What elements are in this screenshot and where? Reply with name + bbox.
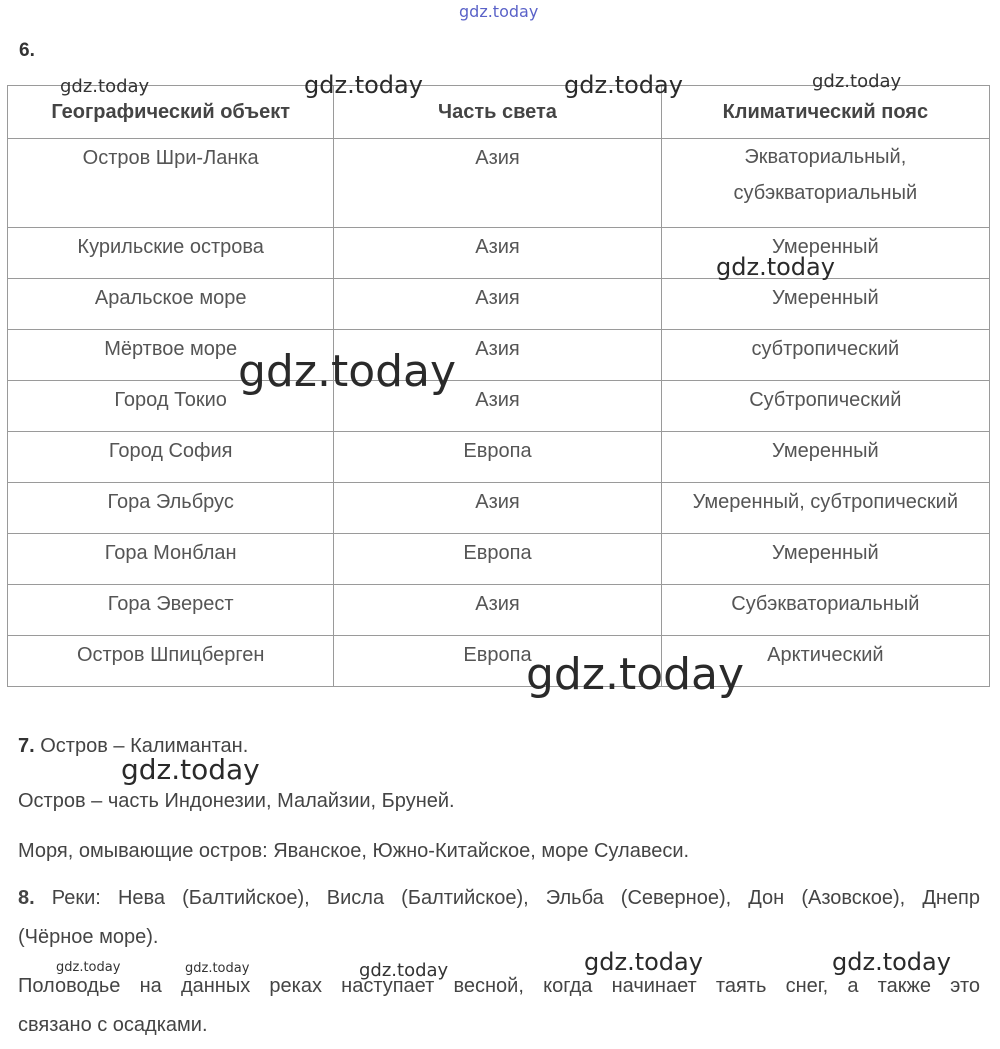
task8-line3: Половодье на данных реках наступает весной, когда начинает таять снег, а также это: [18, 975, 980, 997]
cell-object: Город Токио: [8, 381, 334, 432]
table-row: [8, 330, 990, 381]
task8-line2: (Чёрное море).: [18, 926, 159, 948]
cell-part: Европа: [334, 636, 661, 687]
cell-part: Европа: [334, 534, 661, 585]
watermark: gdz.today: [304, 71, 423, 99]
cell-part: Азия: [334, 139, 661, 228]
task7-line2: Остров – часть Индонезии, Малайзии, Бруней.: [18, 790, 455, 812]
cell-object: Город София: [8, 432, 334, 483]
cell-part: Азия: [334, 483, 661, 534]
table-row: [8, 228, 990, 279]
cell-climate: субтропический: [661, 330, 989, 381]
cell-object: Гора Эверест: [8, 585, 334, 636]
cell-climate: Субтропический: [661, 381, 989, 432]
cell-object: Курильские острова: [8, 228, 334, 279]
cell-climate: Умеренный: [661, 432, 989, 483]
table-row: [8, 381, 990, 432]
watermark: gdz.today: [60, 76, 150, 97]
cell-object: Гора Эльбрус: [8, 483, 334, 534]
cell-climate: Субэкваториальный: [661, 585, 989, 636]
cell-climate: Арктический: [661, 636, 989, 687]
watermark: gdz.today: [526, 649, 745, 700]
watermark: gdz.today: [359, 960, 449, 981]
task-number: 8.: [18, 887, 35, 909]
cell-object: Аральское море: [8, 279, 334, 330]
watermark: gdz.today: [564, 71, 683, 99]
header-object: Географический объект: [8, 86, 334, 139]
cell-climate: Умеренный, субтропический: [661, 483, 989, 534]
header-climate: Климатический пояс: [661, 86, 989, 139]
task8-text: Реки: Нева (Балтийское), Висла (Балтийское), Эльба (Северное), Дон (Азовское), Днепр: [51, 887, 980, 909]
task-number: 6.: [19, 40, 35, 61]
table-row: [8, 432, 990, 483]
watermark: gdz.today: [238, 346, 457, 397]
watermark: gdz.today: [812, 71, 902, 92]
watermark: gdz.today: [832, 948, 951, 976]
cell-climate: Умеренный: [661, 228, 989, 279]
geography-table: [7, 85, 990, 687]
cell-climate: Умеренный: [661, 279, 989, 330]
cell-object: Гора Монблан: [8, 534, 334, 585]
watermark: gdz.today: [716, 253, 835, 281]
table-row: [8, 585, 990, 636]
watermark: gdz.today: [185, 961, 250, 976]
cell-climate: Экваториальный, субэкваториальный: [661, 139, 989, 228]
watermark: gdz.today: [584, 948, 703, 976]
watermark: gdz.today: [56, 960, 121, 975]
cell-object: Остров Шпицберген: [8, 636, 334, 687]
cell-part: Азия: [334, 381, 661, 432]
task7-line3: Моря, омывающие остров: Яванское, Южно-Китайское, море Сулавеси.: [18, 840, 690, 862]
table-row: [8, 636, 990, 687]
table-row: [8, 483, 990, 534]
task8-line1: [18, 887, 980, 910]
cell-part: Азия: [334, 330, 661, 381]
table-row: [8, 279, 990, 330]
watermark: gdz.today: [121, 753, 260, 786]
cell-part: Азия: [334, 585, 661, 636]
cell-climate: Умеренный: [661, 534, 989, 585]
task7-text: Остров – Калимантан.: [40, 735, 249, 757]
table-row: [8, 534, 990, 585]
task-number: 7.: [18, 735, 35, 757]
table-row: [8, 139, 990, 228]
watermark: gdz.today: [459, 2, 539, 21]
task8-line4: связано с осадками.: [18, 1014, 208, 1036]
cell-part: Азия: [334, 228, 661, 279]
cell-part: Европа: [334, 432, 661, 483]
cell-object: Остров Шри-Ланка: [8, 139, 334, 228]
cell-object: Мёртвое море: [8, 330, 334, 381]
header-part: Часть света: [334, 86, 661, 139]
cell-part: Азия: [334, 279, 661, 330]
table-header-row: [8, 86, 990, 139]
